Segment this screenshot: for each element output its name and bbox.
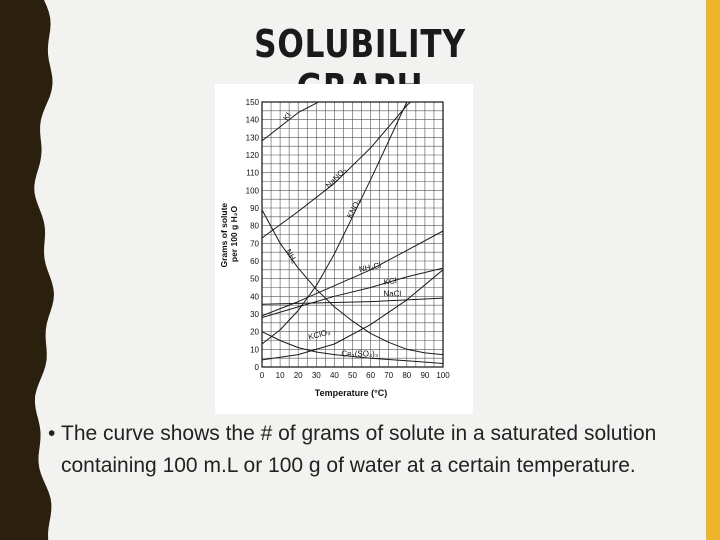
y-tick-label: 20 [250,327,259,337]
y-tick-label: 120 [245,151,259,160]
series-label: KNO₃ [345,197,363,220]
y-tick-label: 40 [250,292,259,302]
x-tick-label: 0 [259,371,265,380]
series-label: NaNO₃ [324,165,349,191]
bullet-text: The curve shows the # of grams of solute in a saturated solution containing 100 m.L or 100 g of water at a certain temperature. [61,422,657,477]
right-accent-bar [706,0,720,540]
y-tick-label: 130 [245,133,259,143]
x-tick-label: 80 [402,371,412,380]
series-label: KClO₃ [307,327,332,342]
y-tick-label: 80 [250,221,259,231]
y-tick-label: 70 [250,239,259,249]
bullet-point [48,418,688,482]
y-tick-label: 110 [246,168,259,178]
series-label: Ce₂(SO₄)₃ [341,349,379,359]
y-tick-label: 10 [250,345,259,355]
y-axis-title [219,200,239,267]
x-tick-label: 40 [329,371,339,380]
series-label: NH₄Cl [358,260,382,275]
series-label: NH₃ [283,247,299,265]
x-tick-label: 100 [436,371,450,380]
chart-tick-labels [246,98,451,380]
solubility-chart-panel [215,84,473,414]
y-tick-label: 90 [250,204,259,213]
x-tick-label: 20 [293,371,303,380]
y-axis-title-line-2: per 100 g H₂O [229,205,239,263]
y-tick-label: 100 [245,186,259,196]
x-tick-label: 90 [420,371,430,380]
x-axis-title: Temperature (°C) [314,388,388,398]
series-label: NaCl [383,289,402,299]
x-tick-label: 30 [311,371,321,380]
solubility-chart [215,84,473,414]
series-label: KCl [383,276,398,287]
x-tick-label: 70 [384,371,394,380]
series-label: KI [281,110,293,123]
y-tick-label: 50 [250,274,259,284]
y-tick-label: 60 [250,257,259,266]
y-axis-title-line-1: Grams of solute [219,202,229,268]
x-tick-label: 60 [366,371,376,380]
y-tick-label: 30 [250,310,259,319]
y-tick-label: 150 [245,98,259,107]
bullet-marker: • [48,422,56,445]
x-tick-label: 10 [275,371,285,380]
x-tick-label: 50 [348,371,357,380]
y-tick-label: 140 [245,115,259,125]
wavy-border-shape [0,0,54,540]
chart-grid [262,102,443,367]
y-tick-label: 0 [254,363,259,372]
slide-title: SOLUBILITY [254,22,466,66]
